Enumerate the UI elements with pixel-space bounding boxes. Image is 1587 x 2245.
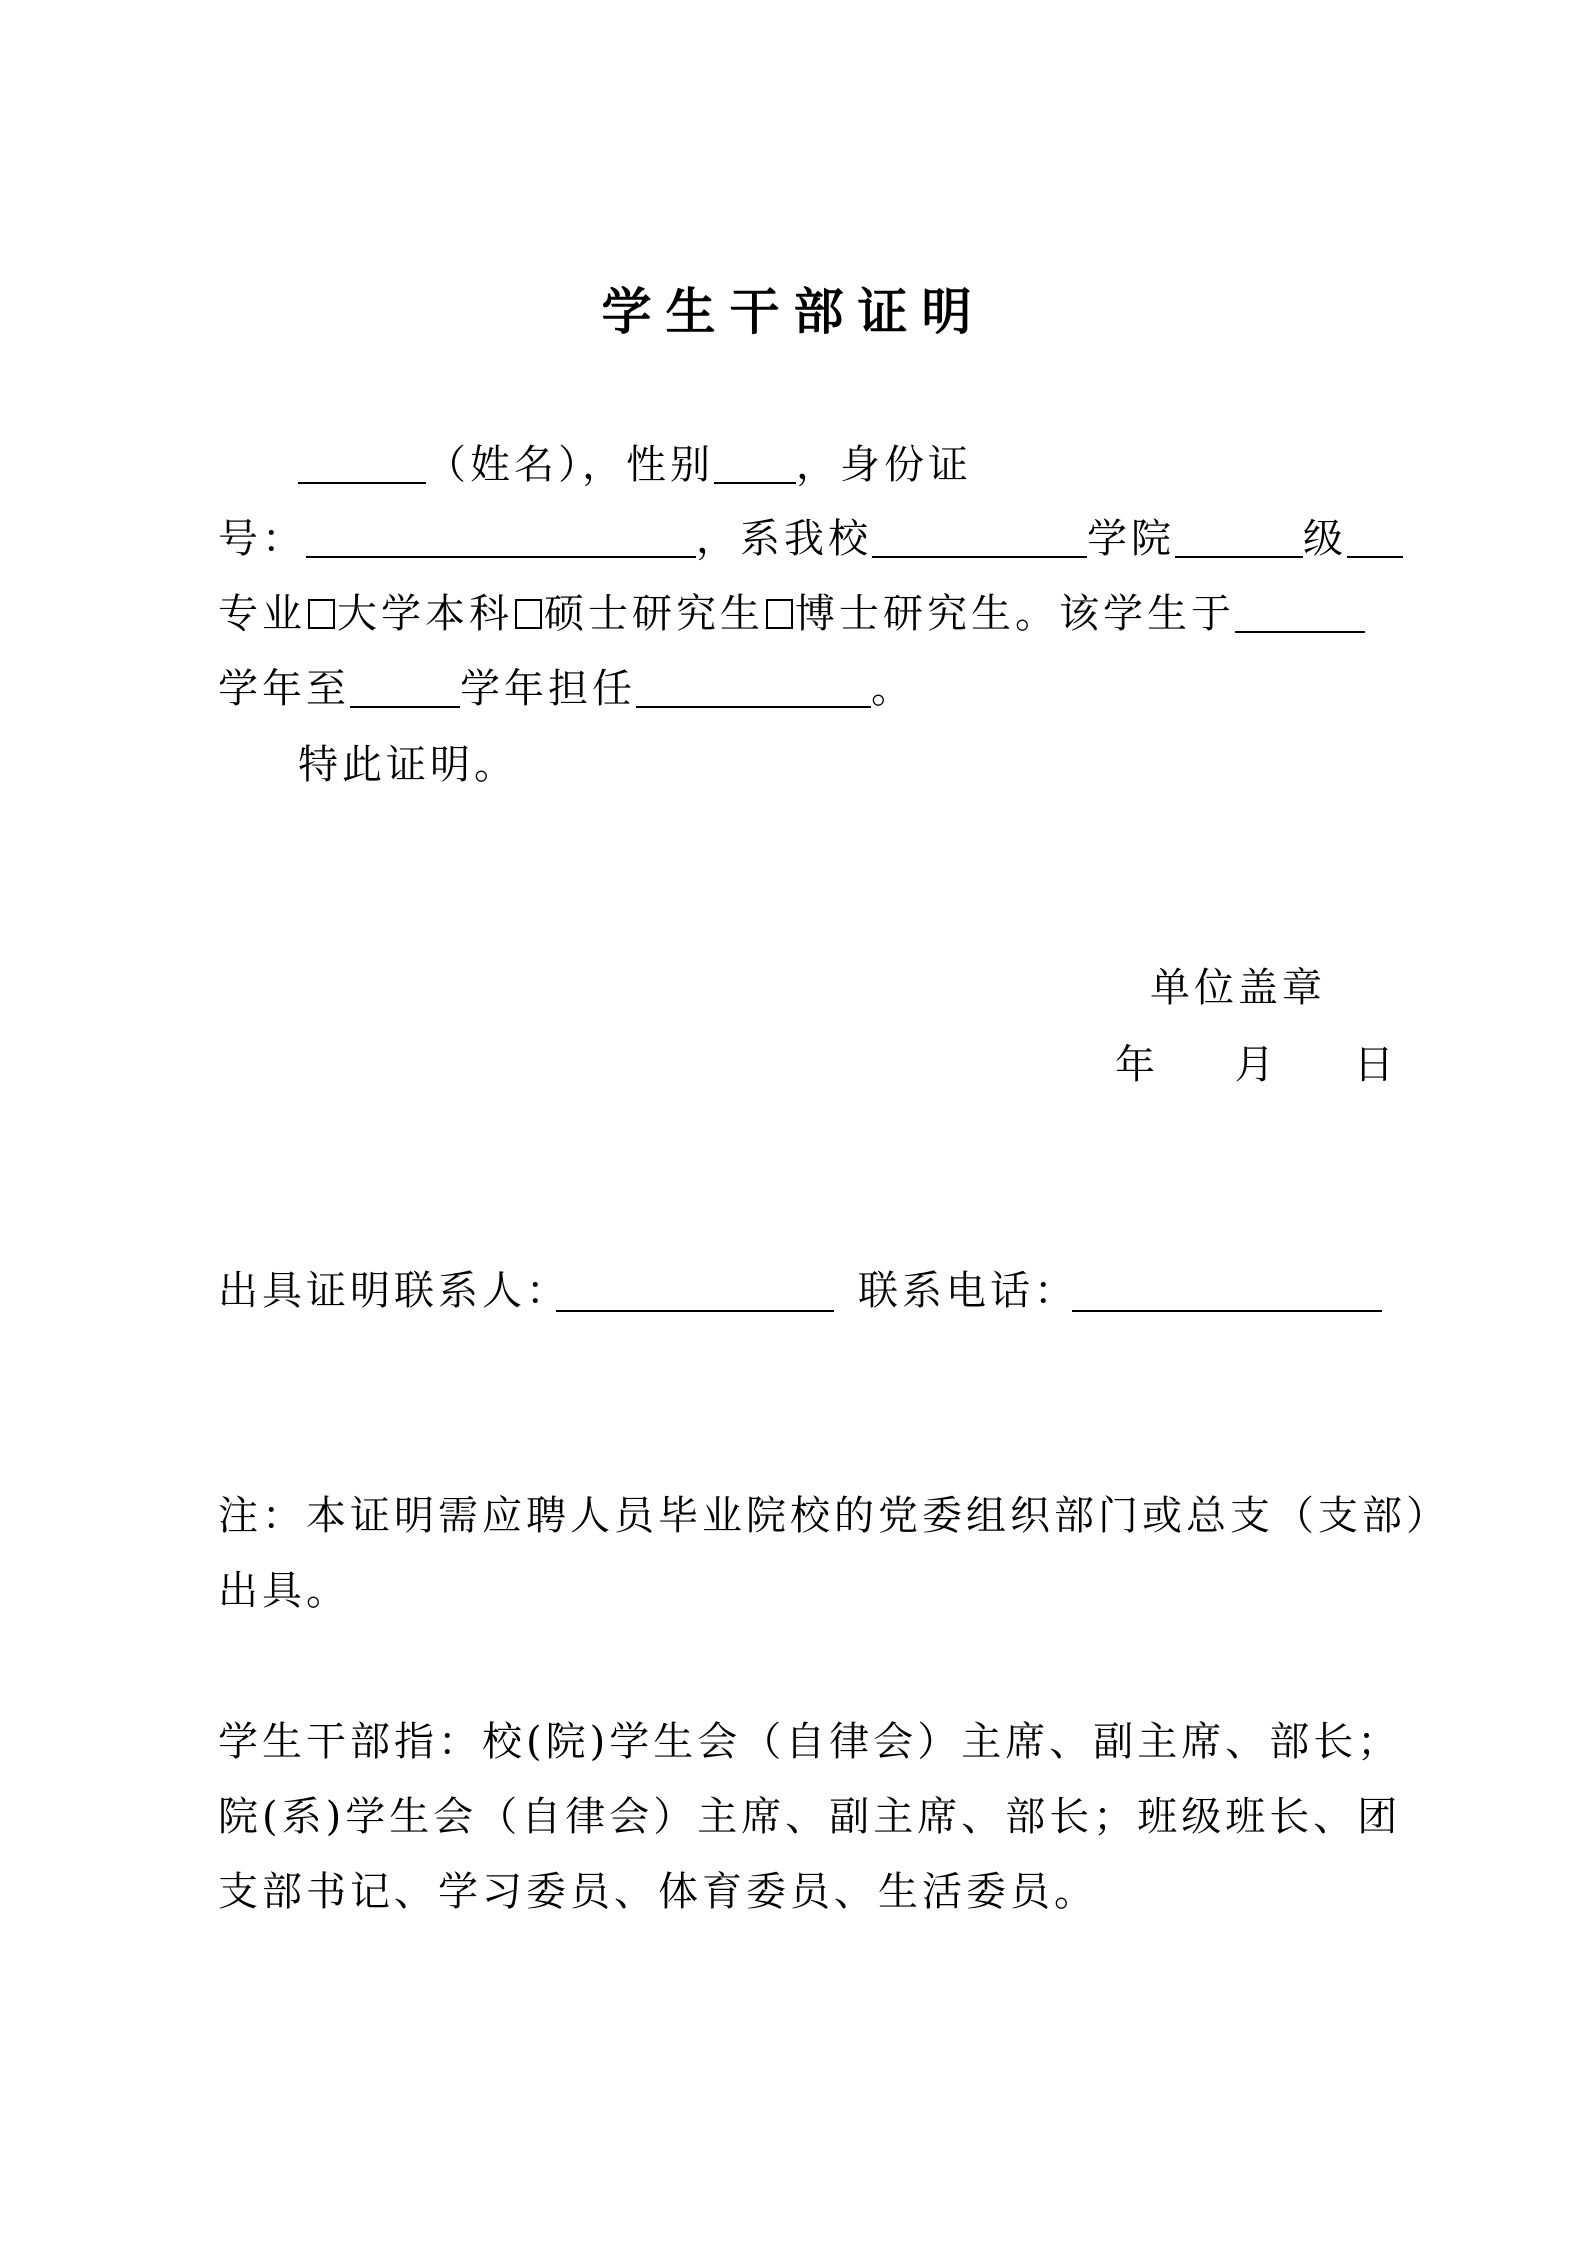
body-line-1: [298, 440, 972, 490]
body-line-3: [218, 589, 1365, 639]
definition-line-1: 学生干部指：校(院)学生会（自律会）主席、副主席、部长；: [218, 1719, 1402, 1765]
body-line-5: [298, 740, 518, 790]
phd-checkbox[interactable]: [766, 599, 793, 629]
name-hint-text: （姓名），性别: [426, 442, 714, 488]
undergrad-label: 大学本科: [337, 591, 513, 637]
definition-line-2: 院(系)学生会（自律会）主席、副主席、部长；班级班长、团: [218, 1794, 1402, 1840]
contact-person-blank: [556, 1309, 834, 1312]
id-label-text: 号：: [218, 516, 306, 562]
body-line-2: [218, 514, 1403, 564]
master-checkbox[interactable]: [515, 599, 542, 629]
body-line-4: [218, 664, 915, 714]
master-label: 硕士研究生: [544, 591, 764, 637]
gender-blank: [714, 442, 796, 484]
definition-line-3: 支部书记、学习委员、体育委员、生活委员。: [218, 1869, 1098, 1915]
contact-phone-blank: [1072, 1309, 1382, 1312]
contact-person-label: 出具证明联系人：: [218, 1268, 570, 1314]
period-text: 。: [871, 666, 915, 712]
major-text: 专业: [218, 591, 306, 637]
major-blank: [1347, 516, 1403, 558]
end-year-blank: [350, 666, 460, 708]
note-line-1: 注：本证明需应聘人员毕业院校的党委组织部门或总支（支部）: [218, 1493, 1450, 1539]
date-label: 年 月 日: [1115, 1042, 1412, 1088]
certify-text: 特此证明。: [298, 742, 518, 788]
position-blank: [636, 666, 871, 708]
grade-text: 级: [1303, 516, 1347, 562]
name-blank: [298, 442, 426, 484]
phd-label: 博士研究生。该学生于: [795, 591, 1235, 637]
start-year-blank: [1235, 591, 1365, 633]
school-text: ，系我校: [696, 516, 872, 562]
college-text: 学院: [1087, 516, 1175, 562]
undergrad-checkbox[interactable]: [308, 599, 335, 629]
year-from-text: 学年至: [218, 666, 350, 712]
college-blank: [872, 516, 1087, 558]
note-line-2: 出具。: [218, 1568, 350, 1614]
id-prefix-text: ，身份证: [796, 442, 972, 488]
document-title: 学生干部证明: [601, 282, 986, 341]
year-to-text: 学年担任: [460, 666, 636, 712]
contact-phone-label: 联系电话：: [858, 1268, 1078, 1314]
id-number-blank: [306, 516, 696, 558]
grade-blank: [1175, 516, 1303, 558]
seal-label: 单位盖章: [1150, 965, 1326, 1011]
